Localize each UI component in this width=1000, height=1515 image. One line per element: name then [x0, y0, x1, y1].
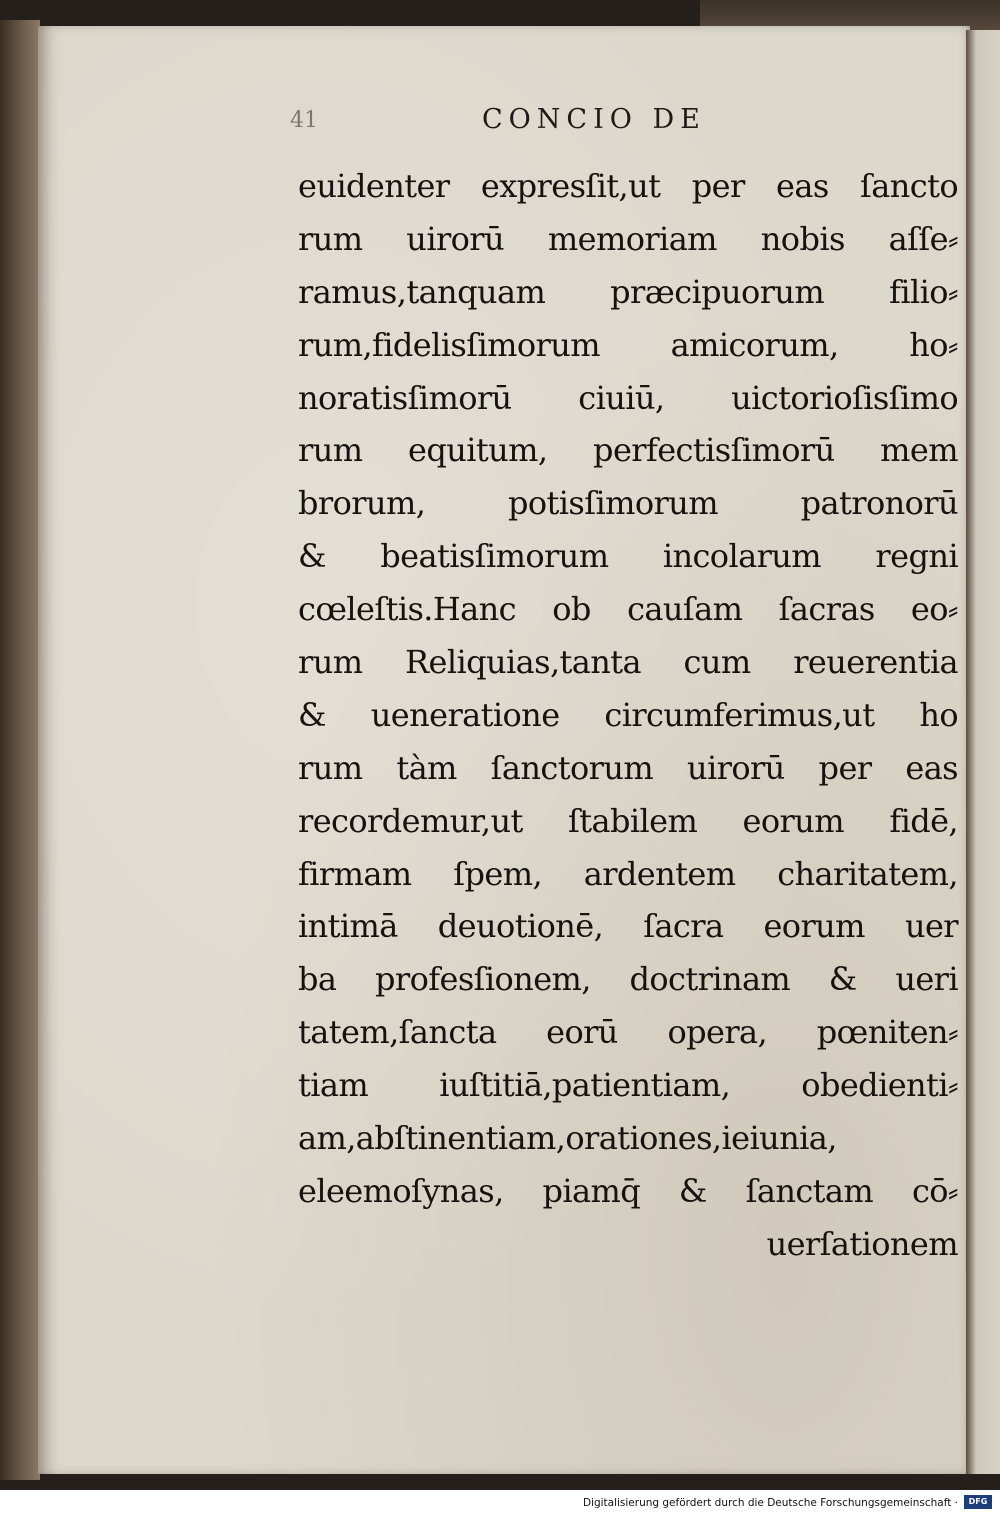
- text-line: eleemoſynas, piamq̄ & ſanctam cō⸗: [298, 1171, 958, 1210]
- text-line: euidenter expresſit,ut per eas ſancto: [298, 167, 958, 205]
- text-line: ramus,tanquam præcipuorum filio⸗: [298, 272, 958, 311]
- next-page-edge: [966, 30, 1000, 1474]
- page-header: [282, 104, 942, 148]
- text-line: rum tàm ſanctorum uirorū per eas: [298, 748, 958, 787]
- book-spine-edge: [0, 20, 40, 1480]
- text-line: am,abſtinentiam,orationes,ieiunia,: [298, 1119, 837, 1158]
- text-line: brorum, potisſimorum patronorū: [298, 484, 958, 523]
- text-line: tatem,ſancta eorū opera, pœniten⸗: [298, 1013, 958, 1052]
- footer-bar: [0, 1490, 1000, 1515]
- text-line: rum,fidelisſimorum amicorum, ho⸗: [298, 325, 958, 364]
- text-line: tiam iuſtitiā,patientiam, obedienti⸗: [298, 1066, 958, 1105]
- running-head: CONCIO DE: [482, 104, 706, 135]
- catchword-line: uerſationem: [766, 1224, 958, 1263]
- text-line: recordemur,ut ſtabilem eorum fidē,: [298, 801, 958, 840]
- text-line: rum Reliquias,tanta cum reuerentia: [298, 643, 958, 682]
- text-line: rum uirorū memoriam nobis aſſe⸗: [298, 219, 958, 258]
- text-line: & ueneratione circumferimus,ut ho: [298, 695, 958, 734]
- funding-credit: Digitalisierung gefördert durch die Deutsche Forschungsgemeinschaft ·: [582, 1497, 958, 1509]
- body-text: [298, 160, 958, 1271]
- dfg-logo-icon: DFG: [964, 1495, 992, 1509]
- text-line: cœleſtis.Hanc ob cauſam ſacras eo⸗: [298, 590, 958, 629]
- text-line: intimā deuotionē, ſacra eorum uer: [298, 907, 958, 946]
- folio-number: 41: [290, 108, 318, 133]
- text-line: ba profesſionem, doctrinam & ueri: [298, 960, 958, 999]
- text-line: firmam ſpem, ardentem charitatem,: [298, 854, 958, 893]
- text-line: rum equitum, perfectisſimorū mem: [298, 431, 958, 470]
- text-line: & beatisſimorum incolarum regni: [298, 537, 958, 576]
- text-line: noratisſimorū ciuiū, uictorioſisſimo: [298, 378, 958, 417]
